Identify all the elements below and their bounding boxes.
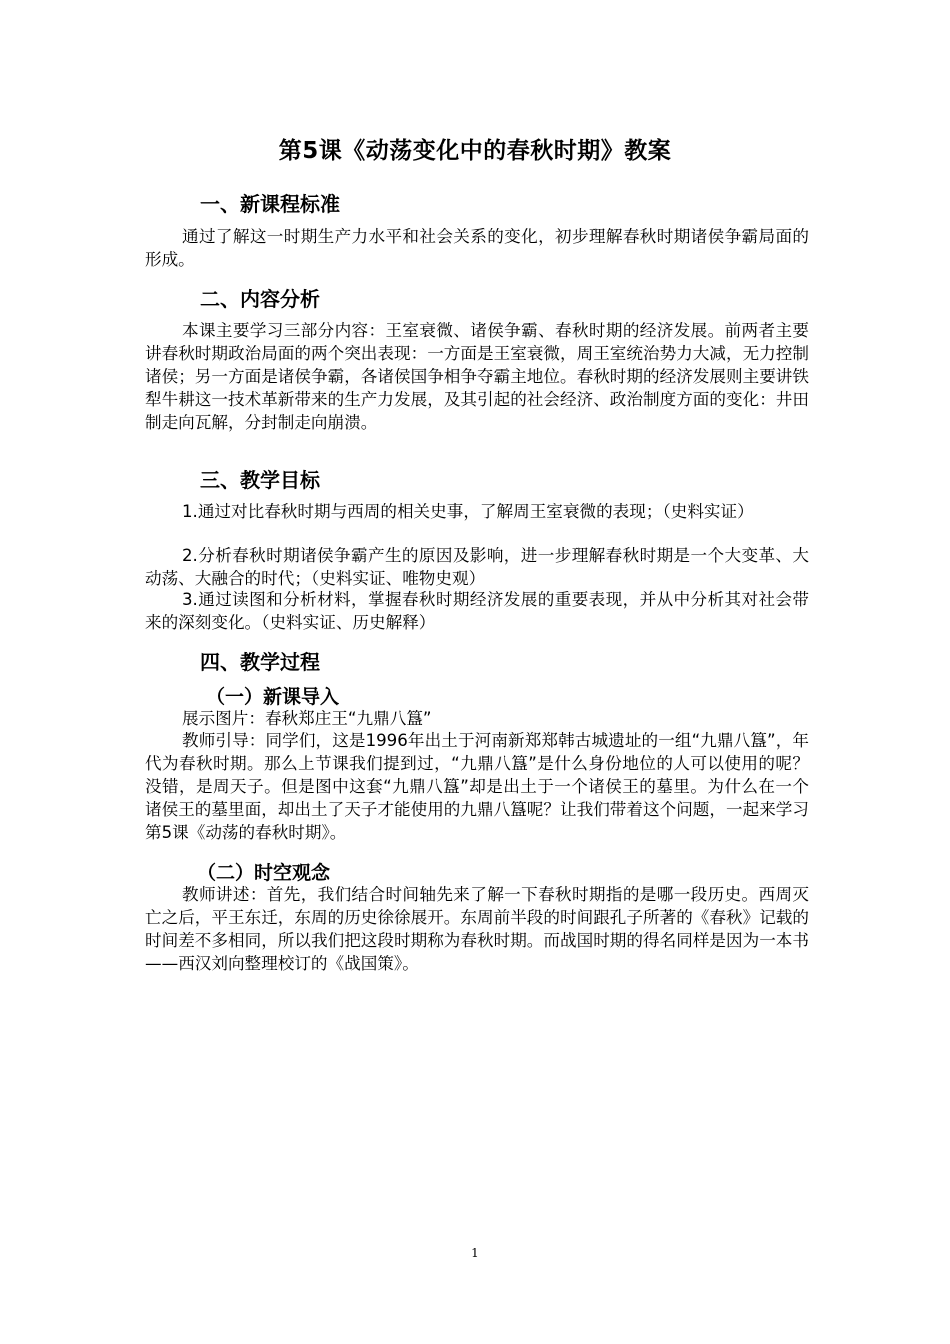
section-heading-standards: 一、新课程标准 [200,192,340,216]
objective-item-3: 3.通过读图和分析材料，掌握春秋时期经济发展的重要表现，并从中分析其对社会带来的深刻变化。（史料实证、历史解释） [145,590,809,632]
paragraph-teacher-narration: 教师讲述：首先，我们结合时间轴先来了解一下春秋时期指的是哪一段历史。西周灭亡之后，平王东迁，东周的历史徐徐展开。东周前半段的时间跟孔子所著的《春秋》记载的时间差不多相同，所以我们把这段时期称为春秋时期。而战国时期的得名同样是因为一本书——西汉刘向整理校订的《战国策》。 [145,885,809,973]
objective-item-2: 2.分析春秋时期诸侯争霸产生的原因及影响，进一步理解春秋时期是一个大变革、大动荡、大融合的时代；（史料实证、唯物史观） [145,546,809,588]
subsection-heading-time-space: （二）时空观念 [197,862,331,884]
paragraph-show-image: 展示图片：春秋郑庄王“九鼎八簋” [182,709,432,728]
paragraph-teacher-guide: 教师引导：同学们，这是1996年出土于河南新郑郑韩古城遗址的一组“九鼎八簋”，年代为春秋时期。那么上节课我们提到过，“九鼎八簋”是什么身份地位的人可以使用的呢？没错，是周天子。但是图中这套“九鼎八簋”却是出土于一个诸侯王的墓里。为什么在一个诸侯王的墓里面，却出土了天子才能使用的九鼎八簋呢？让我们带着这个问题，一起来学习第5课《动荡的春秋时期》。 [145,731,809,842]
section-heading-content-analysis: 二、内容分析 [200,287,320,311]
paragraph-standards: 通过了解这一时期生产力水平和社会关系的变化，初步理解春秋时期诸侯争霸局面的形成。 [145,227,809,269]
subsection-heading-intro: （一）新课导入 [206,686,340,708]
section-heading-objectives: 三、教学目标 [200,468,320,492]
page-number: 1 [471,1246,479,1260]
paragraph-content-analysis: 本课主要学习三部分内容：王室衰微、诸侯争霸、春秋时期的经济发展。前两者主要讲春秋时期政治局面的两个突出表现：一方面是王室衰微，周王室统治势力大减，无力控制诸侯；另一方面是诸侯争霸，各诸侯国争相争夺霸主地位。春秋时期的经济发展则主要讲铁犁牛耕这一技术革新带来的生产力发展，及其引起的社会经济、政治制度方面的变化：井田制走向瓦解，分封制走向崩溃。 [145,321,809,432]
document-title: 第5课《动荡变化中的春秋时期》教案 [278,138,672,164]
objective-item-1: 1.通过对比春秋时期与西周的相关史事，了解周王室衰微的表现；（史料实证） [182,502,754,521]
section-heading-process: 四、教学过程 [200,650,320,674]
